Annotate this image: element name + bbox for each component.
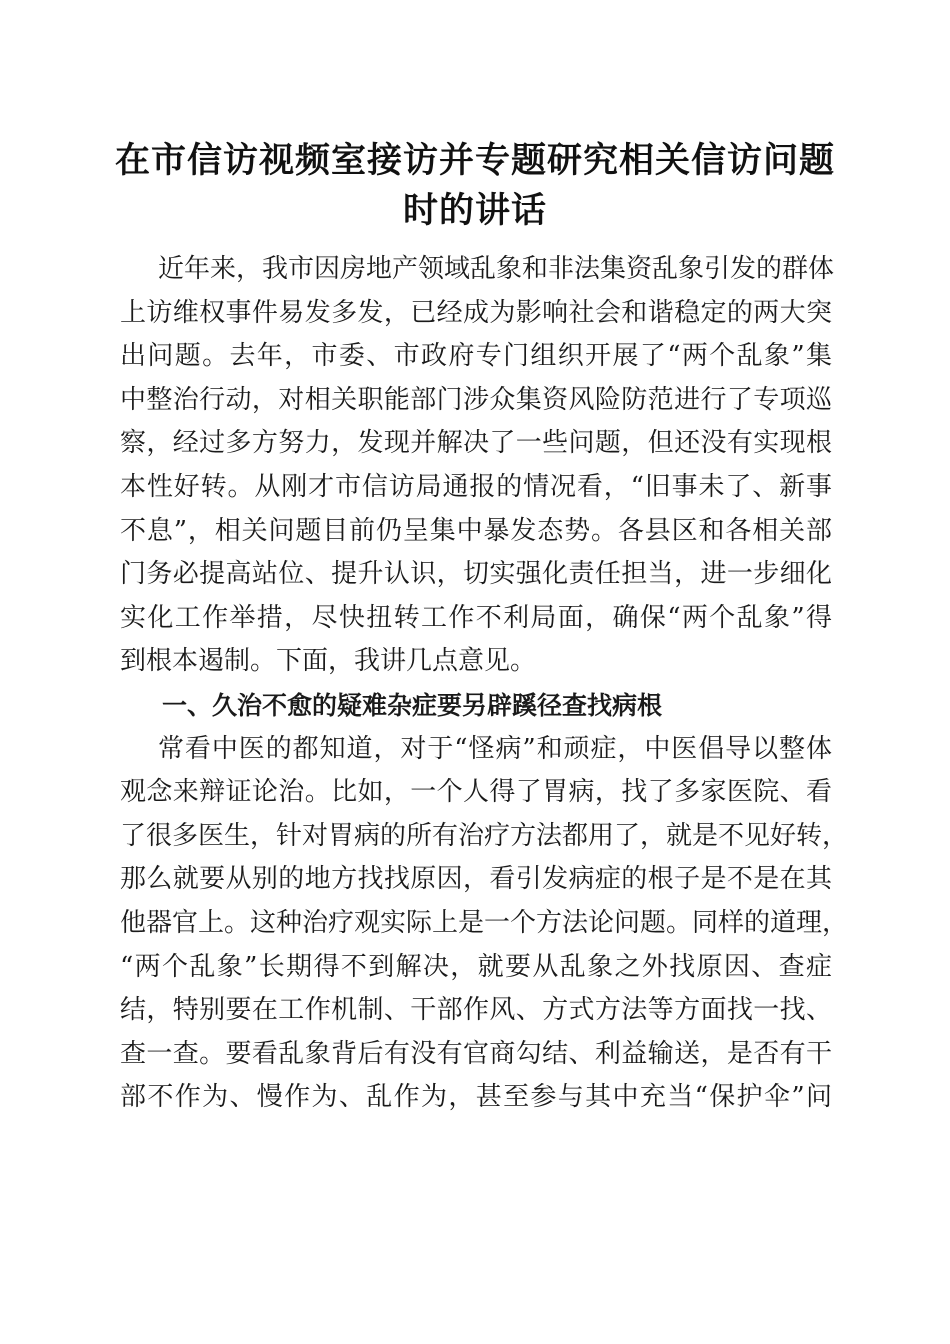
title-line: 在市信访视频室接访并专题研究相关信访问题	[114, 140, 835, 181]
section-line: 他器官上。这种治疗观实际上是一个方法论问题。同样的道理，	[120, 907, 849, 938]
intro-line: 到根本遏制。下面，我讲几点意见。	[120, 646, 537, 677]
section-line: 部不作为、慢作为、乱作为，甚至参与其中充当“保护伞”问	[120, 1082, 832, 1113]
section-line: 查一查。要看乱象背后有没有官商勾结、利益输送，是否有干	[120, 1038, 832, 1069]
section-line: “两个乱象”长期得不到解决，就要从乱象之外找原因、查症	[120, 951, 832, 982]
intro-line: 不息”，相关问题目前仍呈集中暴发态势。各县区和各相关部	[120, 515, 832, 546]
document-body	[120, 248, 849, 1120]
intro-line: 门务必提高站位、提升认识，切实强化责任担当，进一步细化	[120, 559, 832, 590]
intro-line: 察，经过多方努力，发现并解决了一些问题，但还没有实现根	[120, 428, 832, 459]
section-line: 了很多医生，针对胃病的所有治疗方法都用了，就是不见好转，	[120, 820, 849, 851]
document-title	[110, 136, 840, 236]
intro-line: 中整治行动，对相关职能部门涉众集资风险防范进行了专项巡	[120, 384, 832, 415]
section-line: 观念来辩证论治。比如，一个人得了胃病，找了多家医院、看	[120, 777, 832, 808]
intro-line: 本性好转。从刚才市信访局通报的情况看，“旧事未了、新事	[120, 471, 832, 502]
section-line: 那么就要从别的地方找找原因，看引发病症的根子是不是在其	[120, 864, 832, 895]
section-line: 常看中医的都知道，对于“怪病”和顽症，中医倡导以整体	[158, 733, 832, 764]
section-line: 结，特别要在工作机制、干部作风、方式方法等方面找一找、	[120, 995, 832, 1026]
intro-line: 实化工作举措，尽快扭转工作不利局面，确保“两个乱象”得	[120, 602, 832, 633]
title-line: 时的讲话	[402, 190, 547, 231]
intro-line: 上访维权事件易发多发，已经成为影响社会和谐稳定的两大突	[120, 297, 832, 328]
section-heading: 一、久治不愈的疑难杂症要另辟蹊径查找病根	[162, 690, 663, 720]
intro-line: 出问题。去年，市委、市政府专门组织开展了“两个乱象”集	[120, 341, 832, 372]
intro-line: 近年来，我市因房地产领域乱象和非法集资乱象引发的群体	[158, 254, 835, 284]
